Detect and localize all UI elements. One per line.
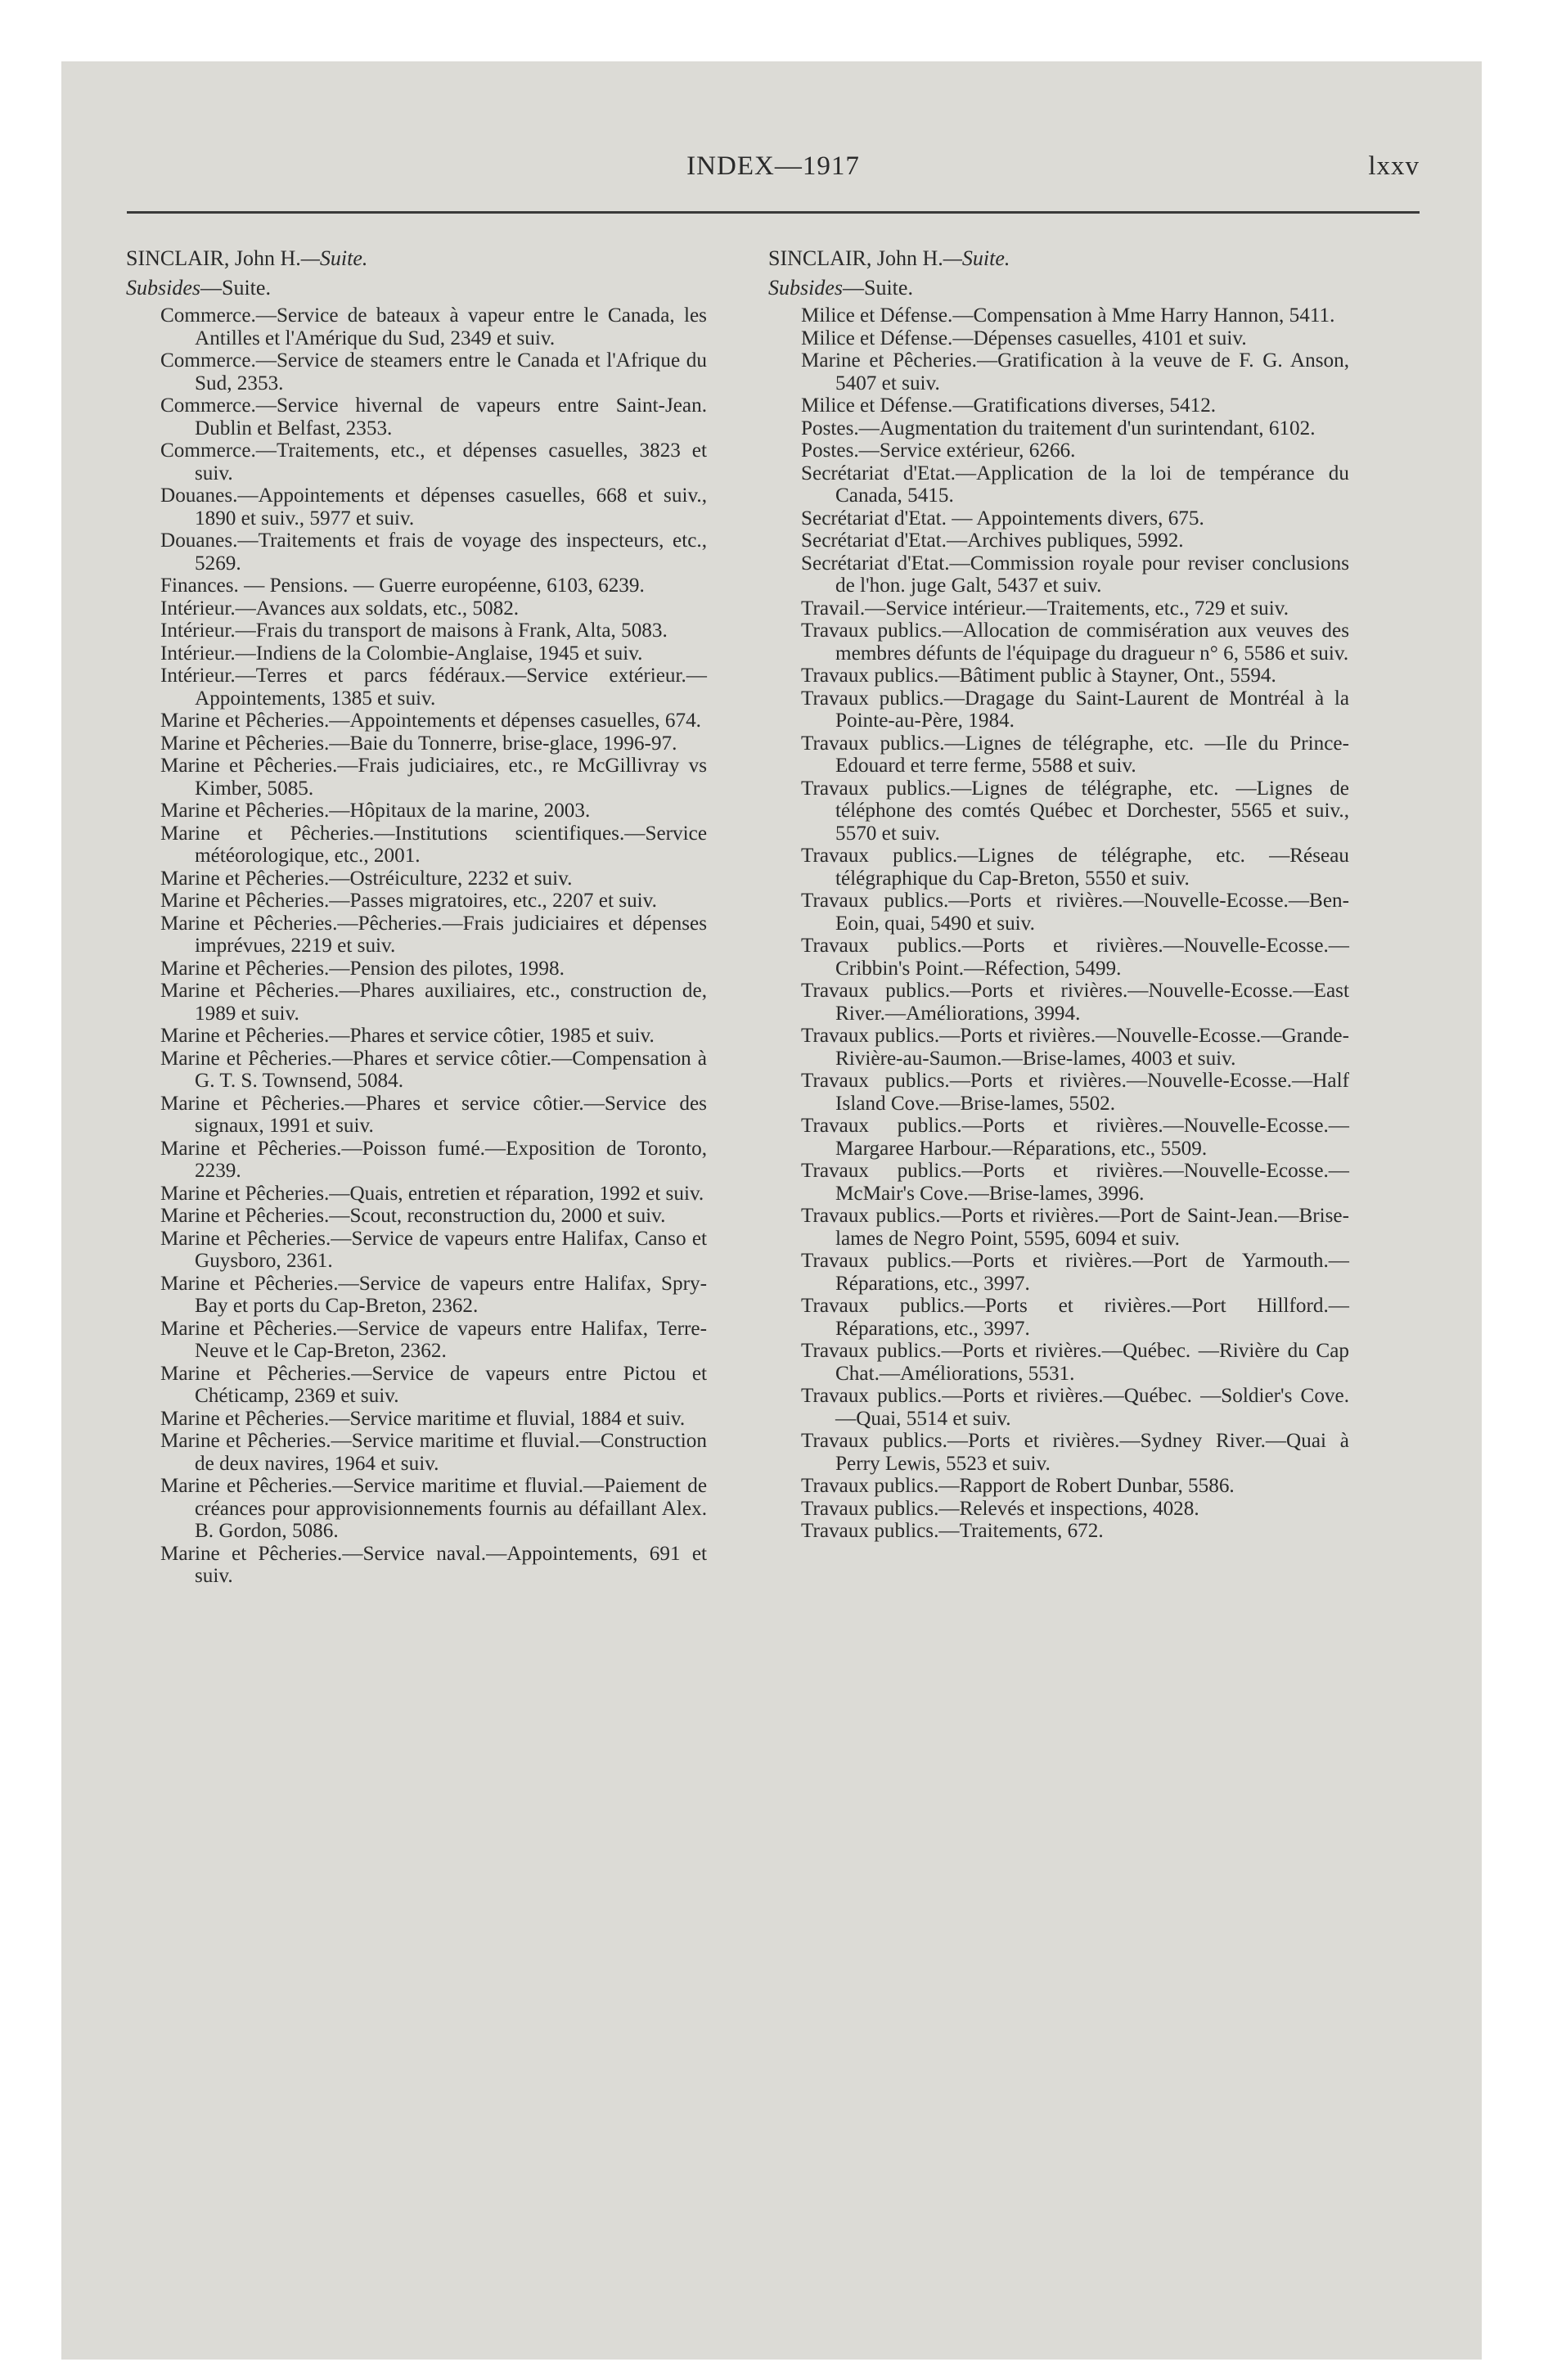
left-column-subheading [126,275,707,301]
index-entry: Travaux publics.—Ports et rivières.—Nouvelle-Ecosse.—Ben-Eoin, quai, 5490 et suiv. [801,890,1349,935]
index-entry: Intérieur.—Frais du transport de maisons à Frank, Alta, 5083. [160,620,668,642]
index-entry: Travaux publics.—Lignes de télégraphe, etc. —Ile du Prince-Edouard et terre ferme, 5588 et suiv. [801,732,1349,777]
index-entry: Travail.—Service intérieur.—Traitements, etc., 729 et suiv. [801,597,1289,620]
right-heading-name: SINCLAIR, John H. [768,246,943,270]
index-entry: Marine et Pêcheries.—Phares et service côtier.—Service des signaux, 1991 et suiv. [160,1092,707,1137]
right-subheading-label: Subsides [768,276,843,300]
header-rule [127,211,1420,214]
index-entry: Marine et Pêcheries.—Baie du Tonnerre, brise-glace, 1996-97. [160,732,677,755]
index-entry: Marine et Pêcheries.—Gratification à la veuve de F. G. Anson, 5407 et suiv. [801,349,1349,394]
index-entry: Marine et Pêcheries.—Hôpitaux de la marine, 2003. [160,800,591,822]
scanned-page-background [61,61,1482,2360]
document-page [61,61,1482,2360]
index-entry: Marine et Pêcheries.—Service naval.—Appointements, 691 et suiv. [160,1542,707,1587]
right-column-heading [768,246,1349,272]
index-entry: Commerce.—Service de bateaux à vapeur entre le Canada, les Antilles et l'Amérique du Sud, 2349 et suiv. [160,304,707,349]
index-entry: Marine et Pêcheries.—Pension des pilotes, 1998. [160,957,565,980]
index-entry: Intérieur.—Indiens de la Colombie-Anglaise, 1945 et suiv. [160,642,643,665]
index-entry: Marine et Pêcheries.—Scout, reconstruction du, 2000 et suiv. [160,1205,666,1227]
index-entry: Marine et Pêcheries.—Institutions scientifiques.—Service météorologique, etc., 2001. [160,822,707,867]
index-entry: Douanes.—Appointements et dépenses casuelles, 668 et suiv., 1890 et suiv., 5977 et suiv. [160,485,707,530]
index-entry: Secrétariat d'Etat.—Application de la loi de tempérance du Canada, 5415. [801,462,1349,507]
index-entry: Intérieur.—Avances aux soldats, etc., 5082. [160,597,520,620]
index-entry: Travaux publics.—Bâtiment public à Stayner, Ont., 5594. [801,665,1276,687]
index-entry: Travaux publics.—Ports et rivières.—Nouvelle-Ecosse.—East River.—Améliorations, 3994. [801,980,1349,1025]
left-heading-suite: —Suite. [300,246,368,270]
index-entry: Travaux publics.—Ports et rivières.—Sydney River.—Quai à Perry Lewis, 5523 et suiv. [801,1430,1349,1475]
index-entry: Travaux publics.—Traitements, 672. [801,1520,1104,1542]
index-entry: Milice et Défense.—Gratifications diverses, 5412. [801,394,1217,417]
index-entry: Travaux publics.—Ports et rivières.—Nouvelle-Ecosse.—McMair's Cove.—Brise-lames, 3996. [801,1160,1349,1205]
index-entry: Intérieur.—Terres et parcs fédéraux.—Service extérieur.—Appointements, 1385 et suiv. [160,665,707,710]
index-entry: Secrétariat d'Etat.—Commission royale pour reviser conclusions de l'hon. juge Galt, 5437 et suiv. [801,552,1349,597]
index-entry: Travaux publics.—Ports et rivières.—Nouvelle-Ecosse.—Cribbin's Point.—Réfection, 5499. [801,935,1349,980]
index-entry: Marine et Pêcheries.—Service de vapeurs entre Halifax, Spry-Bay et ports du Cap-Breton, 2362. [160,1272,707,1317]
index-entry: Marine et Pêcheries.—Appointements et dépenses casuelles, 674. [160,710,701,732]
index-entry: Travaux publics.—Ports et rivières.—Port Hillford.—Réparations, etc., 3997. [801,1295,1349,1340]
index-entry: Travaux publics.—Ports et rivières.—Nouvelle-Ecosse.—Grande-Rivière-au-Saumon.—Brise-lames, 4003 et suiv. [801,1025,1349,1070]
index-entry: Marine et Pêcheries.—Phares auxiliaires, etc., construction de, 1989 et suiv. [160,980,707,1025]
index-entry: Postes.—Augmentation du traitement d'un surintendant, 6102. [801,417,1316,439]
index-entry: Travaux publics.—Rapport de Robert Dunbar, 5586. [801,1475,1235,1497]
index-entry: Finances. — Pensions. — Guerre européenne, 6103, 6239. [160,575,645,597]
index-entry: Marine et Pêcheries.—Poisson fumé.—Exposition de Toronto, 2239. [160,1137,707,1182]
index-entry: Marine et Pêcheries.—Quais, entretien et réparation, 1992 et suiv. [160,1182,704,1205]
right-column [768,246,1349,1543]
left-entry-list [126,304,707,1588]
index-entry: Secrétariat d'Etat.—Archives publiques, 5992. [801,530,1184,552]
index-entry: Marine et Pêcheries.—Service maritime et fluvial.—Construction de deux navires, 1964 et suiv. [160,1430,707,1475]
index-entry: Commerce.—Service de steamers entre le Canada et l'Afrique du Sud, 2353. [160,349,707,394]
right-column-subheading [768,275,1349,301]
left-subheading-suite: —Suite. [200,276,271,300]
index-entry: Marine et Pêcheries.—Service de vapeurs entre Pictou et Chéticamp, 2369 et suiv. [160,1362,707,1407]
index-entry: Travaux publics.—Ports et rivières.—Nouvelle-Ecosse.—Half Island Cove.—Brise-lames, 5502. [801,1070,1349,1115]
index-entry: Marine et Pêcheries.—Pêcheries.—Frais judiciaires et dépenses imprévues, 2219 et suiv. [160,912,707,957]
index-entry: Douanes.—Traitements et frais de voyage des inspecteurs, etc., 5269. [160,530,707,575]
right-subheading-suite: —Suite. [843,276,913,300]
index-entry: Marine et Pêcheries.—Phares et service côtier.—Compensation à G. T. S. Townsend, 5084. [160,1047,707,1092]
index-entry: Marine et Pêcheries.—Passes migratoires, etc., 2207 et suiv. [160,890,657,912]
index-entry: Marine et Pêcheries.—Service de vapeurs entre Halifax, Canso et Guysboro, 2361. [160,1227,707,1272]
index-entry: Travaux publics.—Ports et rivières.—Port de Saint-Jean.—Brise-lames de Negro Point, 5595, 6094 et suiv. [801,1205,1349,1250]
index-entry: Marine et Pêcheries.—Service maritime et fluvial, 1884 et suiv. [160,1407,686,1430]
index-entry: Travaux publics.—Ports et rivières.—Québec. —Soldier's Cove.—Quai, 5514 et suiv. [801,1385,1349,1430]
index-entry: Travaux publics.—Allocation de commisération aux veuves des membres défunts de l'équipage du dragueur n° 6, 5586 et suiv. [801,620,1349,665]
left-column-heading [126,246,707,272]
left-heading-name: SINCLAIR, John H. [126,246,301,270]
index-entry: Commerce.—Traitements, etc., et dépenses casuelles, 3823 et suiv. [160,439,707,485]
index-entry: Postes.—Service extérieur, 6266. [801,439,1076,462]
index-entry: Travaux publics.—Lignes de télégraphe, etc. —Réseau télégraphique du Cap-Breton, 5550 et suiv. [801,845,1349,890]
index-entry: Commerce.—Service hivernal de vapeurs entre Saint-Jean. Dublin et Belfast, 2353. [160,394,707,439]
index-entry: Marine et Pêcheries.—Ostréiculture, 2232 et suiv. [160,867,573,890]
index-entry: Travaux publics.—Ports et rivières.—Nouvelle-Ecosse.—Margaree Harbour.—Réparations, etc., 5509. [801,1115,1349,1160]
index-entry: Travaux publics.—Lignes de télégraphe, etc. —Lignes de téléphone des comtés Québec et Dorchester, 5565 et suiv., 5570 et suiv. [801,777,1349,845]
right-heading-suite: —Suite. [943,246,1010,270]
index-entry: Marine et Pêcheries.—Phares et service côtier, 1985 et suiv. [160,1025,655,1047]
header-title: INDEX—1917 [686,151,860,181]
index-entry: Milice et Défense.—Dépenses casuelles, 4101 et suiv. [801,327,1247,349]
index-entry: Travaux publics.—Dragage du Saint-Laurent de Montréal à la Pointe-au-Père, 1984. [801,687,1349,732]
right-entry-list [768,304,1349,1543]
index-entry: Marine et Pêcheries.—Frais judiciaires, etc., re McGillivray vs Kimber, 5085. [160,755,707,800]
index-entry: Secrétariat d'Etat. — Appointements divers, 675. [801,507,1204,530]
index-entry: Travaux publics.—Ports et rivières.—Québec. —Rivière du Cap Chat.—Améliorations, 5531. [801,1340,1349,1385]
index-entry: Marine et Pêcheries.—Service de vapeurs entre Halifax, Terre-Neuve et le Cap-Breton, 2362. [160,1317,707,1362]
index-entry: Travaux publics.—Ports et rivières.—Port de Yarmouth.—Réparations, etc., 3997. [801,1250,1349,1295]
index-entry: Travaux publics.—Relevés et inspections, 4028. [801,1497,1199,1520]
page-number: lxxv [1368,151,1420,181]
left-subheading-label: Subsides [126,276,200,300]
left-column [126,246,707,1588]
index-entry: Marine et Pêcheries.—Service maritime et fluvial.—Paiement de créances pour approvisionnements fournis au défaillant Alex. B. Gordon, 5086. [160,1475,707,1542]
index-entry: Milice et Défense.—Compensation à Mme Harry Hannon, 5411. [801,304,1335,327]
page-header [127,151,1420,196]
